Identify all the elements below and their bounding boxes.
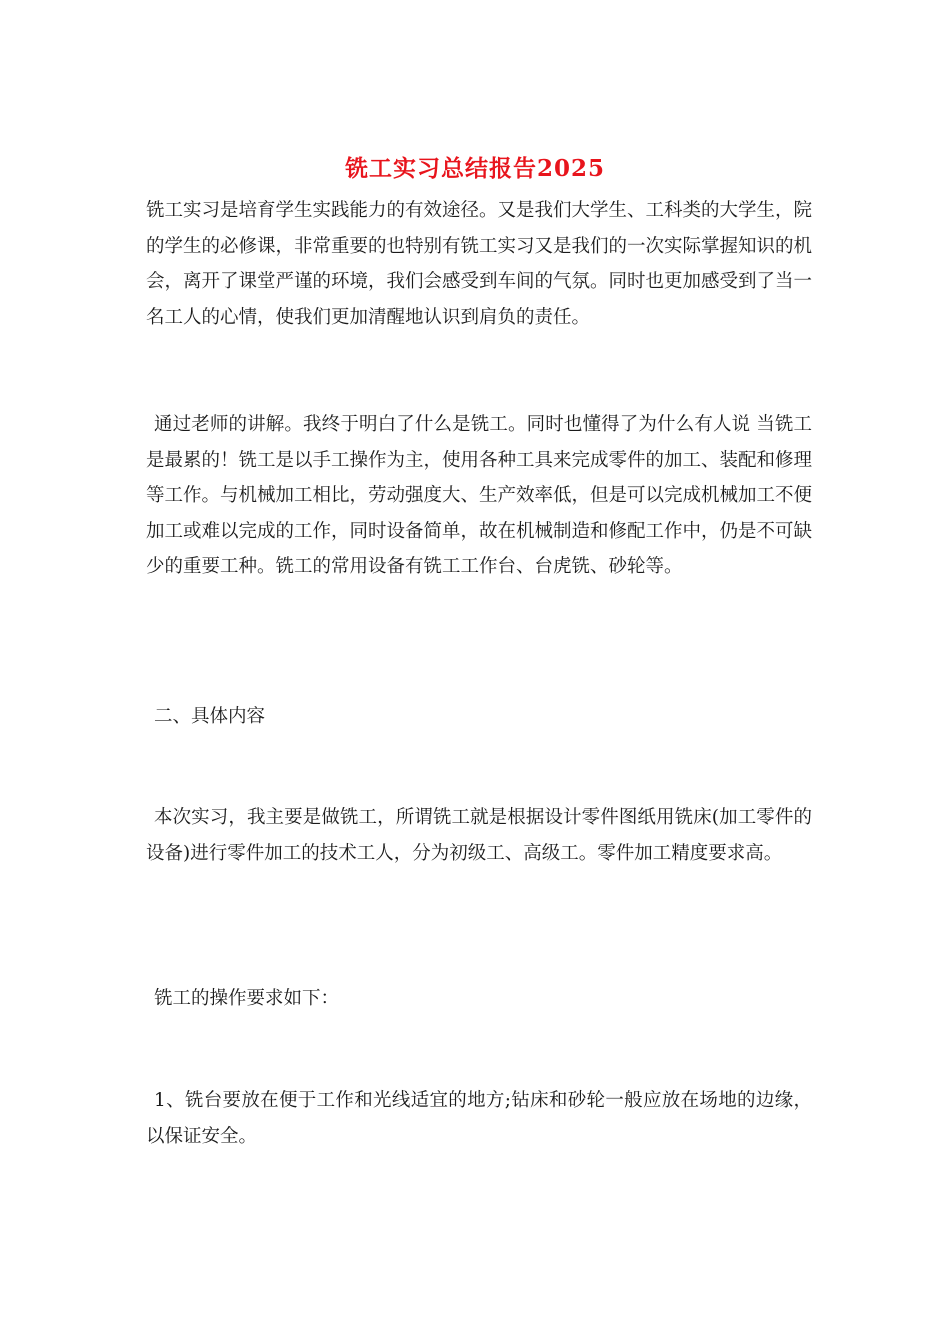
paragraph-explanation: 通过老师的讲解。我终于明白了什么是铣工。同时也懂得了为什么有人说 当铣工是最累的！铣工是以手工操作为主，使用各种工具来完成零件的加工、装配和修理等工作。与机械加工相比，劳动强度大、生产效率低，但是可以完成机械加工不便加工或难以完成的工作，同时设备简单，故在机械制造和修配工作中，仍是不可缺少的重要工种。铣工的常用设备有铣工工作台、台虎铣、砂轮等。 [146, 414, 813, 577]
section-heading-specific-content: 二、具体内容 [154, 706, 266, 727]
paragraph-requirements-intro: 铣工的操作要求如下： [154, 988, 340, 1009]
paragraph-internship-work: 本次实习，我主要是做铣工，所谓铣工就是根据设计零件图纸用铣床(加工零件的设备)进行零件加工的技术工人，分为初级工、高级工。零件加工精度要求高。 [146, 807, 812, 864]
document-title: 铣工实习总结报告2025 [344, 155, 605, 182]
list-item-requirement-1: 1、铣台要放在便于工作和光线适宜的地方;钻床和砂轮一般应放在场地的边缘，以保证安全。 [146, 1090, 812, 1147]
paragraph-intro: 铣工实习是培育学生实践能力的有效途径。又是我们大学生、工科类的大学生，院的学生的必修课，非常重要的也特别有铣工实习又是我们的一次实际掌握知识的机会，离开了课堂严谨的环境，我们会感受到车间的气氛。同时也更加感受到了当一名工人的心情，使我们更加清醒地认识到肩负的责任。 [146, 200, 813, 328]
